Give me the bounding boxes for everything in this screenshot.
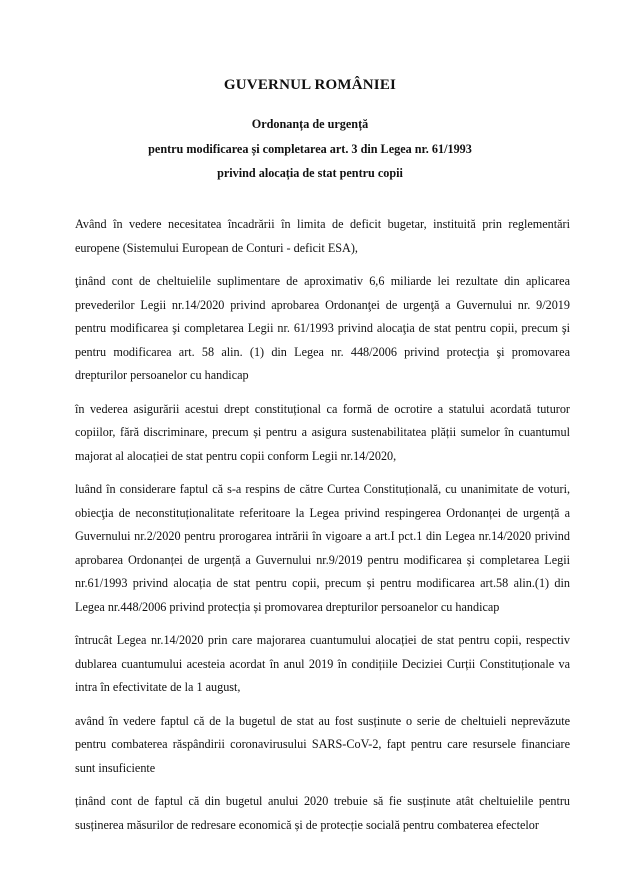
act-type-title: Ordonanța de urgență (251, 117, 369, 131)
preamble-paragraph-court-decision: luând în considerare faptul că s-a respins de către Curtea Constituțională, cu unanimitate de voturi, obiecţia de neconstituționalitate referitoare la Legea privind respingerea Ordonanței de urgență a Guvernului nr.2/2020 pentru prorogarea intrării în vigoare a art.I pct.1 din Legea nr.14/2020 privind aprobarea Ordonanței de urgență a Guvernului nr.9/2019 pentru modificarea și completarea Legii nr.61/1993 privind alocația de stat pentru copii, precum și pentru modificarea art.58 alin.(1) din Legea nr.448/2006 privind protecția și promovarea drepturilor persoanelor cu handicap (75, 482, 570, 614)
preamble-paragraph-budget-2020: ținând cont de faptul că din bugetul anului 2020 trebuie să fie susținute atât cheltuielile pentru susținerea măsurilor de redresare economică și de protecție socială pentru combaterea efectelor (75, 794, 570, 832)
preamble-paragraph-constitutional-right: în vederea asigurării acestui drept constituțional ca formă de ocrotire a statului acordată tuturor copiilor, fără discriminare, precum și pentru a asigura sustenabilitatea plății sumelor în cuantumul majorat al alocației de stat pentru copii conform Legii nr.14/2020, (75, 401, 570, 463)
act-subject-line-1: pentru modificarea și completarea art. 3 din Legea nr. 61/1993 (148, 142, 472, 156)
preamble-body (75, 213, 570, 847)
issuing-authority: GUVERNUL ROMÂNIEI (223, 77, 397, 93)
preamble-paragraph-covid-expenses: având în vedere faptul că de la bugetul de stat au fost susținute o serie de cheltuieli neprevăzute pentru combaterea răspândirii coronavirusului SARS-CoV-2, fapt pentru care resursele financiare sunt insuficiente (75, 713, 570, 775)
preamble-paragraph-deficit: Având în vedere necesitatea încadrării în limita de deficit bugetar, instituită prin reglementări europene (Sistemului European de Conturi - deficit ESA), (75, 217, 570, 255)
preamble-paragraph-costs: ţinând cont de cheltuielile suplimentare de aproximativ 6,6 miliarde lei rezultate din aplicarea prevederilor Legii nr.14/2020 privind aprobarea Ordonanţei de urgenţă a Guvernului nr. 9/2019 pentru modificarea şi completarea Legii nr. 61/1993 privind alocaţia de stat pentru copii, precum şi pentru modificarea art. 58 alin. (1) din Legea nr. 448/2006 privind protecţia şi promovarea drepturilor persoanelor cu handicap (75, 274, 570, 382)
preamble-paragraph-law-14-2020: întrucât Legea nr.14/2020 prin care majorarea cuantumului alocației de stat pentru copii, respectiv dublarea cuantumului acesteia acordat în anul 2019 în condițiile Deciziei Curții Constituționale va intra în efectivitate de la 1 august, (75, 633, 570, 694)
act-subject-line-2: privind alocația de stat pentru copii (217, 166, 403, 180)
